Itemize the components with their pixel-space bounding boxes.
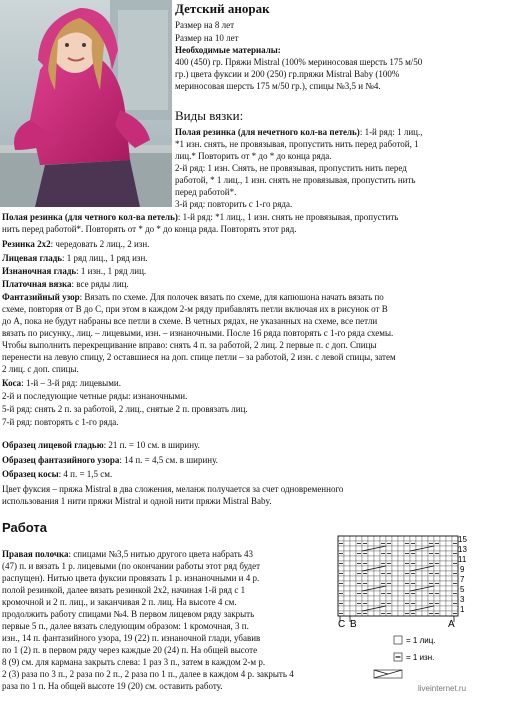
knitting-chart: [330, 532, 507, 699]
repeat-letter-c: С: [338, 619, 346, 630]
chart-cell: [344, 556, 350, 561]
chart-cell: [428, 556, 434, 561]
chart-cell: [350, 546, 356, 551]
chart-cell: [350, 571, 356, 576]
chart-cell: [344, 601, 350, 606]
materials-line: гр.) цвета фуксии и 200 (250) гр.пряжи Mistral Baby (100%: [175, 69, 400, 79]
chart-cell: [338, 586, 344, 591]
chart-cell: [416, 611, 422, 616]
chart-cell: [410, 556, 416, 561]
chart-cell: [338, 566, 344, 571]
fancy-line: Фантазийный узор: Вязать по схеме. Для полочек вязать по схеме, для капюшона начать вязать по: [2, 292, 384, 302]
chart-cell: [392, 576, 398, 581]
odd-rib-line: Полая резинка (для нечетного кол-ва петель): 1-й ряд: 1 лиц.,: [175, 127, 423, 137]
size-line-2: Размер на 10 лет: [175, 33, 239, 43]
chart-cell: [398, 536, 404, 541]
chart-cell: [434, 596, 440, 601]
chart-cell: [416, 556, 422, 561]
odd-rib-line: работой, * 1 лиц., 1 изн. снять не провязывая, пропустить нить: [175, 175, 416, 185]
chart-cell: [392, 566, 398, 571]
chart-cell: [344, 571, 350, 576]
chart-cell: [386, 546, 392, 551]
row-number: 5: [460, 585, 465, 594]
chart-cell: [392, 591, 398, 596]
chart-cell: [434, 576, 440, 581]
gauge-line: Образец фантазийного узора: 14 п. = 4,5 см. в ширину.: [2, 455, 218, 465]
chart-cell: [446, 596, 452, 601]
chart-cell: [350, 536, 356, 541]
right-front-line: раза по 1 п. На общей высоте 19 (20) см. оставить работу.: [2, 681, 223, 691]
chart-cell: [338, 536, 344, 541]
chart-cell: [452, 586, 458, 591]
chart-cell: [356, 596, 362, 601]
chart-cell: [368, 611, 374, 616]
chart-cell: [374, 551, 380, 556]
chart-cell: [356, 586, 362, 591]
odd-rib-line: *1 изн. снять, не провязывая, пропустить нить перед работой, 1: [175, 139, 419, 149]
chart-cell: [356, 576, 362, 581]
watermark: liveinternet.ru: [418, 684, 467, 693]
chart-cell: [350, 591, 356, 596]
row-number: 1: [460, 605, 465, 614]
chart-cell: [422, 581, 428, 586]
row-number: 7: [460, 575, 465, 584]
color-note-line: использования 1 нити пряжи Mistral и одной нити пряжи Mistral Baby.: [2, 496, 272, 506]
chart-cell: [410, 576, 416, 581]
color-note-line: Цвет фуксия – пряжа Mistral в два сложения, меланж получается за счет одновременного: [2, 484, 344, 494]
chart-cell: [392, 611, 398, 616]
chart-cell: [344, 591, 350, 596]
chart-cell: [386, 556, 392, 561]
chart-cell: [422, 576, 428, 581]
chart-cell: [440, 606, 446, 611]
stitches-heading: Виды вязки:: [175, 108, 244, 123]
chart-cell: [368, 536, 374, 541]
chart-cell: [446, 566, 452, 571]
chart-cell: [392, 561, 398, 566]
chart-cell: [446, 551, 452, 556]
page-title: Детский анорак: [175, 1, 270, 16]
row-number: 11: [458, 555, 467, 564]
fancy-line: Чтобы выполнить перекрещивание вправо: снять 4 п. за работой, 2 лиц. 2 первые п. с доп. Спицы: [2, 340, 377, 350]
chart-cell: [446, 586, 452, 591]
stitch-item: Платочная вязка: все ряды лиц.: [2, 279, 129, 289]
chart-cell: [392, 556, 398, 561]
right-front-line: полой резинкой, далее вязать резинкой 2х2, начиная 1-й ряд с 1: [2, 585, 246, 595]
legend-text: = 1 изн.: [406, 653, 435, 662]
chart-cell: [446, 576, 452, 581]
chart-cell: [416, 576, 422, 581]
chart-cell: [422, 536, 428, 541]
chart-cell: [398, 546, 404, 551]
chart-cell: [434, 556, 440, 561]
chart-cell: [422, 541, 428, 546]
chart-cell: [434, 586, 440, 591]
right-front-line: первые 5 п., далее вязать следующим образом: 1 кромочная, 3 п.: [2, 621, 249, 631]
chart-cell: [446, 581, 452, 586]
chart-cell: [440, 586, 446, 591]
chart-cell: [440, 551, 446, 556]
right-front-line: по 1 (2) п. в первом ряду через каждые 20 (24) п. На общей высоте: [2, 645, 258, 655]
chart-cell: [362, 536, 368, 541]
chart-cell: [344, 561, 350, 566]
anorak-photo: [0, 0, 172, 207]
chart-cell: [344, 581, 350, 586]
chart-cell: [344, 606, 350, 611]
chart-cell: [416, 551, 422, 556]
chart-cell: [374, 596, 380, 601]
chart-cell: [350, 551, 356, 556]
chart-cell: [404, 556, 410, 561]
chart-cell: [398, 611, 404, 616]
repeat-letter-a: А: [448, 619, 455, 630]
chart-cell: [374, 541, 380, 546]
chart-cell: [392, 586, 398, 591]
chart-cell: [368, 551, 374, 556]
fancy-line: вязать по рисунку., лиц. – лицевыми, изн. – изнаночными. После 16 ряда повторять с 1-го ряда схемы.: [2, 328, 394, 338]
chart-cell: [356, 606, 362, 611]
chart-cell: [392, 571, 398, 576]
chart-cell: [422, 596, 428, 601]
even-rib-line: Полая резинка (для четного кол-ва петель): 1-й ряд: *1 лиц., 1 изн. снять не провязывая, пропустить: [2, 212, 399, 222]
chart-cell: [446, 606, 452, 611]
chart-cell: [380, 556, 386, 561]
chart-cell: [392, 596, 398, 601]
chart-cell: [398, 561, 404, 566]
chart-cell: [440, 541, 446, 546]
right-front-line: 8 (9) см. для кармана закрыть слева: 1 раз 3 п., затем в каждом 2-м р.: [2, 657, 266, 667]
work-heading: Работа: [2, 520, 47, 535]
chart-cell: [350, 586, 356, 591]
chart-cell: [386, 536, 392, 541]
cable-line: 7-й ряд: повторять с 1-го ряда.: [2, 417, 119, 427]
chart-cell: [452, 566, 458, 571]
chart-cell: [380, 536, 386, 541]
chart-cell: [344, 611, 350, 616]
chart-cell: [338, 606, 344, 611]
chart-cell: [392, 536, 398, 541]
photo-illustration: [0, 0, 172, 207]
chart-cell: [440, 596, 446, 601]
chart-cell: [440, 556, 446, 561]
chart-cell: [350, 556, 356, 561]
chart-cell: [362, 596, 368, 601]
chart-cell: [392, 551, 398, 556]
chart-cell: [398, 551, 404, 556]
repeat-letter-b: В: [350, 619, 357, 630]
chart-cell: [398, 601, 404, 606]
chart-cell: [428, 596, 434, 601]
chart-cell: [374, 601, 380, 606]
chart-cell: [398, 571, 404, 576]
chart-cell: [440, 576, 446, 581]
chart-cell: [398, 581, 404, 586]
chart-cell: [404, 596, 410, 601]
chart-cell: [434, 536, 440, 541]
knitting-chart-svg: [330, 532, 507, 699]
chart-cell: [368, 581, 374, 586]
legend-blank-symbol: [394, 636, 402, 644]
chart-cell: [380, 576, 386, 581]
chart-cell: [344, 586, 350, 591]
chart-cell: [404, 586, 410, 591]
chart-cell: [422, 551, 428, 556]
cable-line: 5-й ряд: снять 2 п. за работой, 2 лиц., снятые 2 п. провязать лиц.: [2, 404, 248, 414]
chart-cell: [452, 576, 458, 581]
materials-heading: Необходимые материалы:: [175, 45, 281, 55]
chart-cell: [410, 536, 416, 541]
chart-cell: [344, 536, 350, 541]
chart-cell: [350, 611, 356, 616]
chart-cell: [350, 576, 356, 581]
chart-cell: [392, 541, 398, 546]
chart-cell: [386, 566, 392, 571]
chart-cell: [422, 591, 428, 596]
chart-cell: [404, 536, 410, 541]
chart-cell: [422, 571, 428, 576]
chart-cell: [350, 566, 356, 571]
chart-cell: [374, 561, 380, 566]
chart-cell: [428, 576, 434, 581]
chart-cell: [446, 556, 452, 561]
chart-cell: [368, 591, 374, 596]
chart-cell: [392, 546, 398, 551]
chart-cell: [374, 571, 380, 576]
chart-cell: [356, 536, 362, 541]
cable-line: Коса: 1-й – 3-й ряд: лицевыми.: [2, 378, 121, 388]
gauge-line: Образец лицевой гладью: 21 п. = 10 см. в ширину.: [2, 440, 200, 450]
chart-cell: [350, 561, 356, 566]
chart-cell: [440, 546, 446, 551]
chart-cell: [338, 546, 344, 551]
chart-cell: [452, 606, 458, 611]
chart-cell: [410, 596, 416, 601]
chart-cell: [446, 571, 452, 576]
chart-cell: [374, 611, 380, 616]
chart-cell: [446, 601, 452, 606]
odd-rib-line: перед работой*.: [175, 187, 237, 197]
chart-cell: [440, 601, 446, 606]
chart-cell: [446, 561, 452, 566]
materials-line: 400 (450) гр. Пряжи Mistral (100% мериносовая шерсть 175 м/50: [175, 57, 423, 67]
chart-cell: [356, 546, 362, 551]
stitch-item: Резинка 2х2: чередовать 2 лиц., 2 изн.: [2, 239, 150, 249]
chart-cell: [416, 601, 422, 606]
chart-cell: [350, 541, 356, 546]
chart-cell: [386, 596, 392, 601]
right-front-line: (47) п. и вязать 1 р. лицевыми (по окончании работы этот ряд будет: [2, 561, 261, 571]
chart-cell: [374, 581, 380, 586]
chart-cell: [338, 556, 344, 561]
chart-cell: [416, 561, 422, 566]
chart-cell: [374, 556, 380, 561]
chart-cell: [392, 606, 398, 611]
chart-cell: [392, 601, 398, 606]
right-front-line: распущен). Нитью цвета фуксии провязать 1 р. изнаночными и 4 р.: [2, 573, 260, 583]
chart-cell: [386, 576, 392, 581]
chart-cell: [350, 601, 356, 606]
chart-cell: [446, 536, 452, 541]
odd-rib-line: 2-й ряд: 1 изн. Снять, не провязывая, пропустить нить перед: [175, 163, 407, 173]
chart-cell: [452, 596, 458, 601]
chart-cell: [344, 551, 350, 556]
chart-cell: [344, 596, 350, 601]
chart-cell: [356, 556, 362, 561]
chart-cell: [362, 556, 368, 561]
chart-cell: [416, 536, 422, 541]
chart-cell: [368, 571, 374, 576]
chart-cell: [446, 546, 452, 551]
chart-cell: [398, 541, 404, 546]
fancy-line: 2 лиц. с доп. спицы.: [2, 364, 79, 374]
chart-cell: [398, 566, 404, 571]
chart-cell: [338, 576, 344, 581]
chart-cell: [440, 536, 446, 541]
chart-cell: [422, 611, 428, 616]
fancy-line: перенести на левую спицу, 2 оставшиеся на доп. спице петли – за работой, 2 изн. с левой спицы, затем: [2, 352, 396, 362]
chart-cell: [368, 556, 374, 561]
chart-cell: [362, 576, 368, 581]
row-number: 9: [460, 565, 465, 574]
chart-cell: [434, 566, 440, 571]
even-rib-line: нить перед работой*. Повторять от * до * до конца ряда. Повторять этот ряд.: [2, 224, 297, 234]
chart-cell: [440, 611, 446, 616]
chart-cell: [392, 581, 398, 586]
chart-cell: [344, 541, 350, 546]
chart-cell: [344, 576, 350, 581]
right-front-line: Правая полочка: спицами №3,5 нитью другого цвета набрать 43: [2, 549, 254, 559]
chart-cell: [368, 576, 374, 581]
chart-cell: [374, 536, 380, 541]
fancy-line: схеме, повторяя от В до С, при этом в каждом 2-м ряду прибавлять петли включая их в рисунок от В: [2, 304, 388, 314]
gauge-line: Образец косы: 4 п. = 1,5 см.: [2, 469, 113, 479]
chart-cell: [446, 591, 452, 596]
chart-cell: [338, 596, 344, 601]
chart-cell: [398, 576, 404, 581]
chart-cell: [434, 606, 440, 611]
chart-cell: [416, 541, 422, 546]
chart-cell: [422, 601, 428, 606]
chart-cell: [446, 541, 452, 546]
chart-cell: [344, 546, 350, 551]
chart-cell: [368, 561, 374, 566]
chart-cell: [350, 581, 356, 586]
chart-cell: [398, 596, 404, 601]
chart-cell: [398, 606, 404, 611]
chart-cell: [416, 596, 422, 601]
right-front-line: кромочной и 2 п. лиц., и заканчивая 2 п. лиц. На высоте 4 см.: [2, 597, 237, 607]
chart-cell: [398, 591, 404, 596]
legend-text: = 1 лиц.: [406, 636, 436, 645]
chart-cell: [368, 596, 374, 601]
chart-cell: [398, 556, 404, 561]
stitch-item: Лицевая гладь: 1 ряд лиц., 1 ряд изн.: [2, 253, 148, 263]
materials-line: мериносовая шерсть 175 м/50 гр.), спицы №3,5 и №4.: [175, 81, 381, 91]
chart-cell: [386, 606, 392, 611]
chart-cell: [398, 586, 404, 591]
right-front-line: 2 (3) раза по 3 п., 2 раза по 2 п., 2 раза по 1 п., далее в каждом 4 р. закрыть 4: [2, 669, 294, 679]
chart-cell: [440, 591, 446, 596]
chart-cell: [350, 596, 356, 601]
stitch-item: Изнаночная гладь: 1 изн., 1 ряд лиц.: [2, 266, 147, 276]
chart-grid: [338, 536, 458, 616]
chart-cell: [380, 596, 386, 601]
chart-cell: [374, 576, 380, 581]
chart-cell: [374, 591, 380, 596]
chart-cell: [404, 606, 410, 611]
chart-cell: [440, 566, 446, 571]
chart-cell: [416, 571, 422, 576]
chart-cell: [440, 561, 446, 566]
chart-cell: [344, 566, 350, 571]
chart-cell: [416, 581, 422, 586]
chart-cell: [350, 606, 356, 611]
chart-cell: [386, 586, 392, 591]
size-line-1: Размер на 8 лет: [175, 20, 235, 30]
chart-cell: [422, 561, 428, 566]
row-number: 13: [458, 545, 467, 554]
chart-cell: [368, 541, 374, 546]
chart-cell: [404, 566, 410, 571]
right-front-line: продолжить работу спицами №4. В первом лицевом ряду закрыть: [2, 609, 255, 619]
chart-cell: [446, 611, 452, 616]
odd-rib-line: 3-й ряд: повторить с 1-го ряда.: [175, 199, 293, 209]
cable-line: 2-й и последующие четные ряды: изнаночными.: [2, 391, 188, 401]
chart-cell: [440, 581, 446, 586]
chart-cell: [368, 601, 374, 606]
chart-cell: [416, 591, 422, 596]
chart-cell: [404, 546, 410, 551]
chart-cell: [356, 566, 362, 571]
right-front-line: изн., 14 п. фантазийного узора, 19 (22) п. изнаночной глади, убавив: [2, 633, 261, 643]
row-number: 3: [460, 595, 465, 604]
chart-cell: [434, 546, 440, 551]
chart-cell: [428, 536, 434, 541]
chart-cell: [404, 576, 410, 581]
row-number: 15: [458, 535, 467, 544]
chart-cell: [440, 571, 446, 576]
odd-rib-line: лиц.* Повторить от * до * до конца ряда.: [175, 151, 332, 161]
fancy-line: до А, пока не будут набраны все петли в схеме. В четных рядах, не указанных на схеме, все петли: [2, 316, 378, 326]
chart-cell: [422, 556, 428, 561]
